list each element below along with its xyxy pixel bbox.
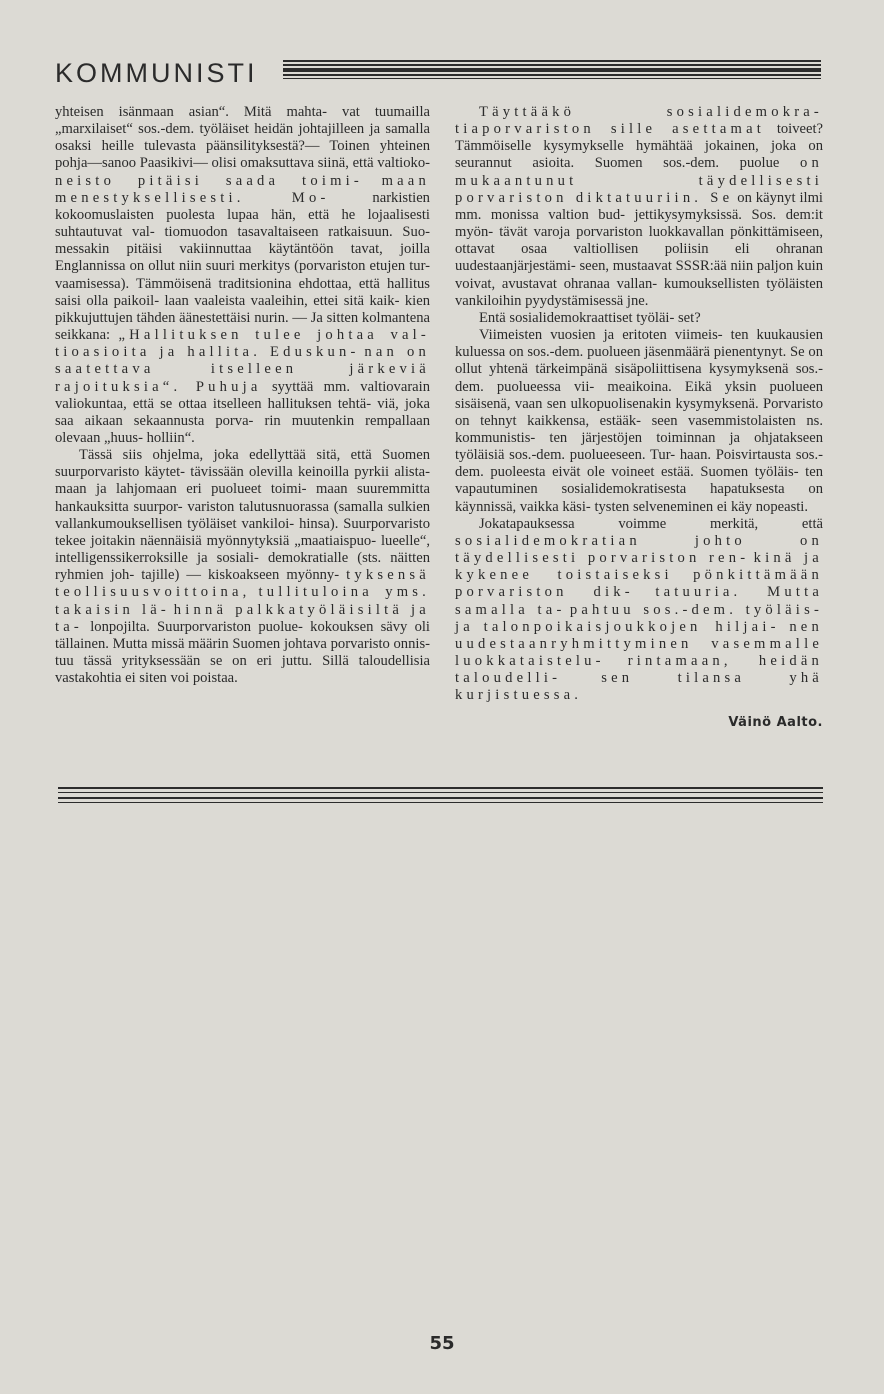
text-line: rin muutenkin rempallaan olevaan „huus- bbox=[55, 412, 430, 446]
text-line: yhteisen isänmaan asian“. Mitä mahta- bbox=[55, 104, 327, 120]
text-line: jettikysymyksissä. Sos. dem:it myön- bbox=[455, 206, 823, 241]
left-column bbox=[55, 104, 430, 687]
text-line: syyttää mm. valtiovarain valiokuntaa, bbox=[55, 378, 431, 412]
text-line: eivät ole voineet estää. Suomen työläis- bbox=[552, 464, 799, 481]
text-line: suuri merkitys (porvariston etujen tur- bbox=[205, 258, 430, 275]
text-line: työläiset heidän johtajilleen ja samalla bbox=[199, 121, 430, 138]
text-line: laan vaaleista vaaleihin, ettei sitä kaik- bbox=[164, 292, 400, 309]
text-line: Täyttääkö sosialidemokra- bbox=[479, 104, 823, 120]
text-line: nan on saatettava itselleen bbox=[55, 344, 430, 378]
text-line: porvariston diktatuuriin. Se bbox=[455, 189, 734, 206]
text-line: hinnä palkkatyöläisiltä ja ta- bbox=[55, 601, 430, 635]
text-line: täydellisesti porvariston ren- bbox=[455, 550, 750, 567]
text-line: pönkittämään porvariston dik- bbox=[455, 567, 823, 601]
text-line: määrin Suomen johtava porvaristo onnis- bbox=[188, 635, 430, 652]
text-line: seen vasemmistolaisten ns. kommunistis- bbox=[455, 412, 824, 446]
page-header bbox=[55, 52, 825, 92]
text-line: näennäisiä myönnytyksiä „maatiaispuo- bbox=[140, 532, 377, 549]
text-line: seen, mustaavat SSSR:ää niin paljon bbox=[579, 258, 794, 275]
text-line: variston talutusnuorassa (samalla sulkien bbox=[187, 498, 431, 515]
right-paragraph-1 bbox=[455, 104, 823, 310]
text-line: Sillä taloudellisia vastakohtia ei siten voi bbox=[55, 653, 430, 687]
text-line: asioita. Suomen sos.-dem. puolue bbox=[532, 155, 780, 172]
text-line: olisi omaksuttava siinä, että valtioko- bbox=[211, 155, 430, 172]
text-line: osaksi heille tulevasta päänsilityksestä?— bbox=[55, 138, 320, 155]
text-line: tajille) — kiskoakseen myönny- bbox=[141, 567, 340, 584]
text-line: poliisin eli ohranan uudestaanjärjestämi- bbox=[455, 241, 823, 275]
text-line: tuu tässä yrityksessään se on eri juttu. bbox=[55, 653, 313, 669]
text-line: narkistien kokoomuslaisten puolesta lupaa bbox=[55, 189, 430, 223]
text-line: talonpoikaisjoukkojen hiljai- bbox=[483, 618, 780, 635]
text-line: sitä, että Suomen suurporvaristo käytet- bbox=[55, 447, 431, 481]
right-paragraph-2 bbox=[455, 310, 823, 327]
author-signature: Väinö Aalto. bbox=[728, 715, 823, 731]
text-line: Entä sosialidemokraattiset työläi- bbox=[479, 309, 675, 326]
left-paragraph-1 bbox=[55, 104, 430, 447]
text-line: pahtuu sos.-dem. työläis- ja bbox=[455, 601, 824, 635]
text-line: tävät varoja porvariston luokkavallan bbox=[499, 224, 725, 241]
text-line: Viimeisten vuosien ja eritoten viimeis- bbox=[479, 327, 723, 344]
text-line: tioasioita ja hallita. Eduskun- bbox=[55, 344, 360, 361]
text-line: viä, joka saa aikaan sekaannusta porva- bbox=[55, 395, 430, 429]
text-line: puolueen jäsenmäärä pienentynyt. Se on bbox=[587, 344, 824, 361]
text-line: meaikoina. Eikä yksin puolueen sisäisenä, bbox=[455, 378, 823, 412]
text-line: että se ottaa itselleen hallituksen tehtä- bbox=[132, 395, 372, 412]
text-line: ten järjestöjen toiminnan ja ohjatakseen bbox=[549, 429, 823, 446]
text-line: „Hallituksen tulee johtaa val- bbox=[118, 327, 430, 344]
text-line: Porvaristo on tehnyt kaikkensa, estääk- bbox=[455, 395, 823, 429]
text-line: tävissään olevilla keinoilla pyrkii alista- bbox=[190, 464, 430, 481]
text-line: kinä ja kykenee toistaiseksi bbox=[455, 550, 823, 584]
text-line: ten kuukausien kuluessa on sos.-dem. bbox=[455, 327, 823, 361]
text-line: vat tuumailla „marxilaiset“ sos.-dem. bbox=[55, 104, 430, 138]
text-line: poistaa. bbox=[192, 670, 238, 687]
text-line: kokouksen sävy oli tällainen. Mutta missä bbox=[55, 618, 430, 652]
text-line: vaan sen ulkopuolisenakin kysymyksenä. bbox=[514, 395, 759, 412]
text-line: ten vapautuminen sosialidemokratisesta bbox=[455, 464, 824, 498]
text-line: työläisiä sos.-dem. puolueeseen. Tur- bbox=[455, 447, 676, 464]
text-line: messakin pitäisi vakiinnuttaa käytäntöön bbox=[55, 241, 334, 258]
text-line: tavat, joilla Englannissa on ollut niin bbox=[55, 241, 430, 275]
text-line: lueelle“, intelligenssikerroksille ja sosiali- bbox=[55, 532, 430, 567]
text-line: maan suuremmitta hankauksitta suurpor- bbox=[55, 481, 430, 515]
text-line: holliin“. bbox=[146, 429, 195, 446]
text-line: rintamaan, heidän taloudelli- bbox=[455, 653, 823, 687]
text-line: Toinen yhteinen pohja—sanoo Paasikivi— bbox=[55, 138, 430, 172]
text-line: tullituloina yms. takaisin lä- bbox=[55, 584, 430, 618]
text-line: kien pikkujuttujen tähden äänestettäisi bbox=[55, 292, 430, 326]
text-line: maan ja lahjomaan eri puolueet toimi- bbox=[55, 481, 307, 498]
text-line: on käynyt ilmi mm. monissa valtion bud- bbox=[455, 189, 823, 223]
text-line: neisto pitäisi saada toimi- bbox=[55, 172, 363, 189]
text-line: kuin voivat, avustavat ohranaa vallan- bbox=[455, 258, 823, 292]
text-line: on mukaantunut täydellisesti bbox=[455, 155, 824, 189]
text-line: hapatuksesta on käynnissä, vaikka käsi- bbox=[455, 481, 823, 515]
right-paragraph-3 bbox=[455, 327, 823, 516]
right-paragraph-4 bbox=[455, 516, 823, 705]
left-paragraph-2 bbox=[55, 447, 430, 687]
text-line: Tässä siis ohjelma, joka edellyttää bbox=[79, 447, 306, 464]
text-line: kumouksellisten työläisten vankiloihin bbox=[455, 275, 823, 309]
text-line: pönkittämiseen, ottavat osaa valtiollisen bbox=[455, 224, 823, 258]
text-line: haan. Poisvirtausta sos.-dem. puoleesta bbox=[455, 447, 823, 481]
text-line: kysymyksenä sos.-dem. puolueessa vii- bbox=[455, 361, 823, 395]
text-line: vasemmalle luokkataistelu- bbox=[455, 635, 823, 669]
text-line: tysten selveneminen ei käy nopeasti. bbox=[594, 498, 809, 515]
header-rules bbox=[283, 60, 821, 81]
bottom-rules bbox=[58, 787, 823, 803]
text-line: pyydystämisessä jne. bbox=[525, 292, 649, 309]
text-line: ollut yhtenä tärkeimpänä sisäpoliittisena bbox=[455, 361, 702, 378]
text-line: Jokatapauksessa voimme merkitä, että bbox=[479, 515, 823, 532]
text-line: tiomuodon tasavaltaiseen ratkaisuun. Suo- bbox=[164, 224, 430, 241]
text-line: järkeviä rajoituksia“. Puhuja bbox=[55, 361, 430, 395]
page-number: 55 bbox=[429, 1333, 455, 1354]
text-line: sen tilansa yhä kurjistuessa. bbox=[455, 670, 823, 704]
text-line: demokratialle (sts. näitten ryhmien joh- bbox=[55, 550, 430, 584]
text-line: toiveet? Tämmöiselle kysymykselle bbox=[455, 121, 824, 155]
text-line: vallankumouksellisen työläiset vankiloi- bbox=[55, 515, 295, 532]
text-line: maan menestyksellisesti. Mo- bbox=[55, 172, 430, 206]
text-line: nen uudestaanryhmittyminen bbox=[455, 618, 823, 652]
text-line: set? bbox=[678, 309, 701, 326]
text-line: tyksensä teollisuusvoittoina, bbox=[55, 567, 430, 601]
text-line: lonpojilta. Suurporvariston puolue- bbox=[90, 618, 303, 635]
text-line: tatuuria. Mutta samalla ta- bbox=[455, 584, 823, 618]
text-line: nurin. — Ja sitten kolmantena seikkana: bbox=[55, 309, 431, 344]
text-line: hinsa). Suurporvaristo tekee joitakin bbox=[55, 515, 430, 549]
right-column bbox=[455, 104, 823, 732]
text-line: sosialidemokratian johto on bbox=[455, 532, 823, 549]
text-line: tiaporvariston sille asettamat bbox=[455, 121, 766, 138]
text-line: hymähtää jokainen, joka on seurannut bbox=[455, 138, 823, 172]
text-line: hän, että he lojaalisesti suhtautuvat val- bbox=[55, 206, 430, 241]
masthead-title: KOMMUNISTI bbox=[55, 58, 258, 88]
text-line: vaamisessa). Tämmöisenä traditsionina bbox=[55, 275, 292, 292]
text-line: ehdottaa, että hallitus saisi olla paikoil- bbox=[55, 275, 430, 309]
